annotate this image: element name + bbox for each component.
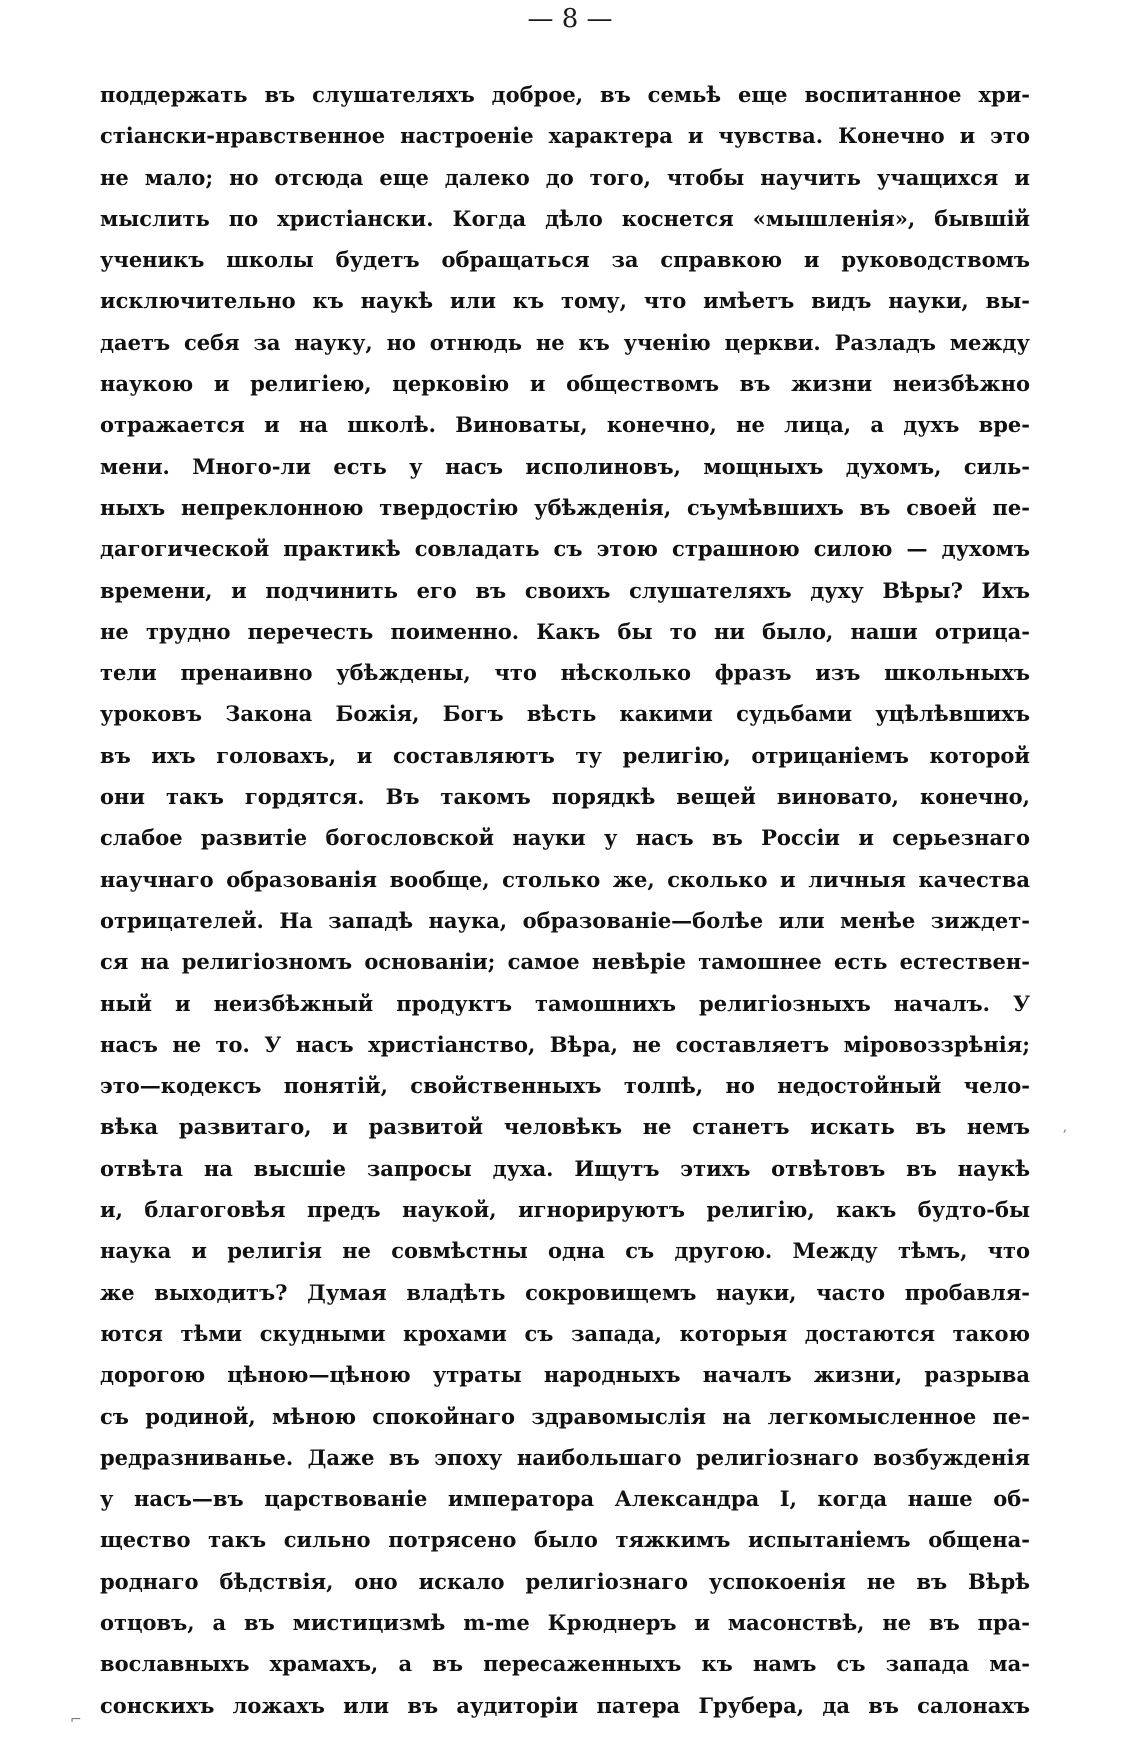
text-line: отцовъ, а въ мистицизмѣ m-me Крюднеръ и масонствѣ, не въ пра- [100, 1609, 1030, 1635]
text-line: щество такъ сильно потрясено было тяжкимъ испытаніемъ общена- [100, 1527, 1030, 1553]
text-line: въ ихъ головахъ, и составляютъ ту религію, отрицаніемъ которой [100, 742, 1030, 768]
page-body-text [100, 74, 1030, 1726]
text-line: ются тѣми скудными крохами съ запада, которыя достаются такою [100, 1320, 1030, 1346]
text-line: ныхъ непреклонною твердостію убѣжденія, съумѣвшихъ въ своей пе- [100, 494, 1030, 520]
text-line: исключительно къ наукѣ или къ тому, что имѣетъ видъ науки, вы- [100, 288, 1030, 314]
margin-speck: ⌐ [70, 1712, 82, 1728]
text-line: тели пренаивно убѣждены, что нѣсколько фразъ изъ школьныхъ [100, 660, 1030, 686]
text-line: ный и неизбѣжный продуктъ тамошнихъ религіозныхъ началъ. У [100, 990, 1030, 1016]
text-line: ученикъ школы будетъ обращаться за справкою и руководствомъ [100, 247, 1030, 273]
page-number-header: — 8 — [527, 4, 613, 34]
text-line: дорогою цѣною—цѣною утраты народныхъ началъ жизни, разрыва [100, 1362, 1030, 1388]
text-line: отражается и на школѣ. Виноваты, конечно, не лица, а духъ вре- [100, 412, 1030, 438]
text-line: мыслить по христіански. Когда дѣло коснется «мышленія», бывшій [100, 205, 1030, 231]
text-line: это—кодексъ понятій, свойственныхъ толпѣ, но недостойный чело- [100, 1073, 1030, 1099]
margin-speck: ʼ [1062, 1128, 1067, 1144]
text-line: отрицателей. На западѣ наука, образованіе—болѣе или менѣе зиждет- [100, 907, 1030, 933]
text-line: стіански-нравственное настроеніе характера и чувства. Конечно и это [100, 123, 1030, 149]
text-line: вославныхъ храмахъ, а въ пересаженныхъ къ намъ съ запада ма- [100, 1651, 1030, 1677]
text-line: у насъ—въ царствованіе императора Александра I, когда наше об- [100, 1486, 1030, 1512]
text-line: наукою и религіею, церковію и обществомъ въ жизни неизбѣжно [100, 371, 1030, 397]
text-line: съ родиной, мѣною спокойнаго здравомыслія на легкомысленное пе- [100, 1403, 1030, 1429]
text-line: роднаго бѣдствія, оно искало религіознаго успокоенія не въ Вѣрѣ [100, 1568, 1030, 1594]
text-line: наука и религія не совмѣстны одна съ другою. Между тѣмъ, что [100, 1238, 1030, 1264]
text-line: научнаго образованія вообще, столько же, сколько и личныя качества [100, 866, 1030, 892]
text-line: поддержать въ слушателяхъ доброе, въ семьѣ еще воспитанное хри- [100, 82, 1030, 107]
text-line: отвѣта на высшіе запросы духа. Ищутъ этихъ отвѣтовъ въ наукѣ [100, 1155, 1030, 1181]
text-line: редразниванье. Даже въ эпоху наибольшаго религіознаго возбужденія [100, 1444, 1030, 1470]
text-line: насъ не то. У насъ христіанство, Вѣра, не составляетъ міровоззрѣнія; [100, 1031, 1030, 1057]
text-line: сонскихъ ложахъ или въ аудиторіи патера Грубера, да въ салонахъ [100, 1692, 1030, 1718]
text-line: дагогической практикѣ совладать съ этою страшною силою — духомъ [100, 536, 1030, 562]
text-line: же выходитъ? Думая владѣть сокровищемъ науки, часто пробавля- [100, 1279, 1030, 1305]
text-line: ся на религіозномъ основаніи; самое невѣріе тамошнее есть естествен- [100, 949, 1030, 975]
text-line: мени. Много-ли есть у насъ исполиновъ, мощныхъ духомъ, силь- [100, 453, 1030, 479]
text-line: и, благоговѣя предъ наукой, игнорируютъ религію, какъ будто-бы [100, 1197, 1030, 1223]
text-line: слабое развитіе богословской науки у насъ въ Россіи и серьезнаго [100, 825, 1030, 851]
text-line: они такъ гордятся. Въ такомъ порядкѣ вещей виновато, конечно, [100, 784, 1030, 810]
text-line: времени, и подчинить его въ своихъ слушателяхъ духу Вѣры? Ихъ [100, 577, 1030, 603]
text-line: не мало; но отсюда еще далеко до того, чтобы научить учащихся и [100, 164, 1030, 190]
text-line: уроковъ Закона Божія, Богъ вѣсть какими судьбами уцѣлѣвшихъ [100, 701, 1030, 727]
text-line: не трудно перечесть поименно. Какъ бы то ни было, наши отрица- [100, 618, 1030, 644]
text-line: даетъ себя за науку, но отнюдь не къ ученію церкви. Разладъ между [100, 329, 1030, 355]
text-line: вѣка развитаго, и развитой человѣкъ не станетъ искать въ немъ [100, 1114, 1030, 1140]
